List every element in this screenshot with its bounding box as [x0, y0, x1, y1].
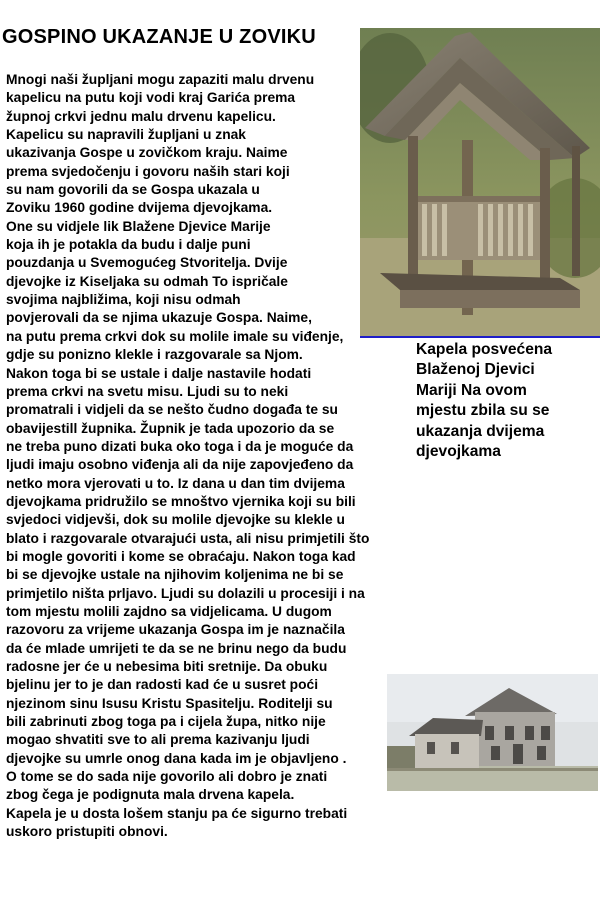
article-line: radosne jer će u nebesima biti sretnije. Da obuku — [6, 659, 328, 674]
caption-line: Blaženoj Djevici — [416, 361, 535, 379]
caption-line: djevojkama — [416, 443, 501, 461]
article-body — [6, 71, 412, 841]
page-title: GOSPINO UKAZANJE U ZOVIKU — [2, 26, 316, 48]
article-line: ljudi imaju osobno viđenja ali da nije zapovjeđeno da — [6, 457, 354, 473]
old-house-photo — [387, 674, 598, 791]
article-line: prema svjedočenju i govoru naših stari koji — [6, 163, 290, 179]
article-line: Mnogi naši župljani mogu zapaziti malu drvenu — [6, 72, 315, 87]
article-line: uskoro pristupiti obnovi. — [6, 824, 168, 840]
article-line: pouzdanja u Svemogućeg Stvoritelja. Dvije — [6, 255, 288, 271]
article-line: obavijestill župnika. Župnik je tada upozorio da se — [6, 420, 335, 436]
article-line: netko mora vjerovati u to. Iz dana u dan tim dvijema — [6, 475, 345, 491]
article-line: djevojke iz Kiseljaka su odmah To ispričale — [6, 273, 288, 289]
article-line: blato i razgovarale otvarajući usta, ali nisu primjetili što — [6, 530, 370, 546]
article-line: O tome se do sada nije govorilo ali dobro je znati — [6, 769, 328, 785]
article-line: ne treba puno dizati buka oko toga i da je moguće da — [6, 438, 354, 454]
caption-line: Kapela posvećena — [416, 341, 553, 358]
article-line: su nam govorili da se Gospa ukazala u — [6, 182, 260, 198]
article-line: mogao shvatiti sve to ali prema kazivanju ljudi — [6, 732, 310, 748]
caption-line: ukazanja dvijema — [416, 422, 545, 440]
article-line: djevojkama pridružilo se mnoštvo vjernika koji su bili — [6, 493, 356, 509]
caption-line: mjestu zbila su se — [416, 402, 550, 420]
article-line: One su vidjele lik Blažene Djevice Marije — [6, 218, 271, 234]
photo-caption — [416, 340, 600, 462]
article-line: bili zabrinuti zbog toga pa i cijela župa, nitko nije — [6, 714, 326, 730]
article-line: Nakon toga bi se ustale i dalje nastavile hodati — [6, 365, 312, 381]
article-line: njezinom sinu Isusu Kristu Spasitelju. Roditelji su — [6, 695, 333, 711]
article-line: primjetilo ništa prljavo. Ljudi su dolazili u procesiji i na — [6, 585, 365, 601]
article-line: ukazivanja Gospe u zovičkom kraju. Naime — [6, 145, 288, 161]
article-line: svojima najbližima, koji nisu odmah — [6, 292, 241, 308]
article-line: da će mlade umrijeti te da se ne brinu nego da budu — [6, 640, 347, 656]
article-line: Kapelicu su napravili župljani u znak — [6, 127, 246, 143]
article-line: kapelicu na putu koji vodi kraj Garića prema — [6, 90, 296, 106]
article-line: na putu prema crkvi dok su molile imale su viđenje, — [6, 328, 344, 344]
article-line: zbog čega je podignuta mala drvena kapela. — [6, 787, 295, 803]
article-line: bjelinu jer to je dan radosti kad će u susret poći — [6, 677, 319, 693]
article-line: prema crkvi na svetu misu. Ljudi su to neki — [6, 383, 289, 399]
article-line: svjedoci vidjevši, dok su molile djevojke su klekle u — [6, 512, 345, 528]
article-line: Zoviku 1960 godine dvijema djevojkama. — [6, 200, 273, 216]
article-line: djevojke su umrle onog dana kada im je objavljeno . — [6, 750, 347, 766]
article-line: bi mogle govoriti i kome se obraćaju. Nakon toga kad — [6, 548, 356, 564]
article-line: bi se djevojke ustale na njihovim koljenima ne bi se — [6, 567, 344, 583]
article-line: župnoj crkvi jednu malu drvenu kapelicu. — [6, 108, 276, 124]
article-line: gdje su ponizno klekle i razgovarale sa Njom. — [6, 347, 303, 363]
article-line: razovoru za vrijeme ukazanja Gospa im je naznačila — [6, 622, 345, 638]
article-line: koja ih je potakla da budu i dalje puni — [6, 237, 251, 253]
article-line: promatrali i vidjeli da se nešto čudno događa te su — [6, 402, 338, 418]
article-line: tom mjestu molili zajdno sa vidjelicama. U dugom — [6, 603, 332, 619]
article-line: povjerovali da se njima ukazuje Gospa. Naime, — [6, 310, 312, 326]
caption-line: Mariji Na ovom — [416, 381, 527, 399]
article-line: Kapela je u dosta lošem stanju pa će sigurno trebati — [6, 805, 348, 821]
